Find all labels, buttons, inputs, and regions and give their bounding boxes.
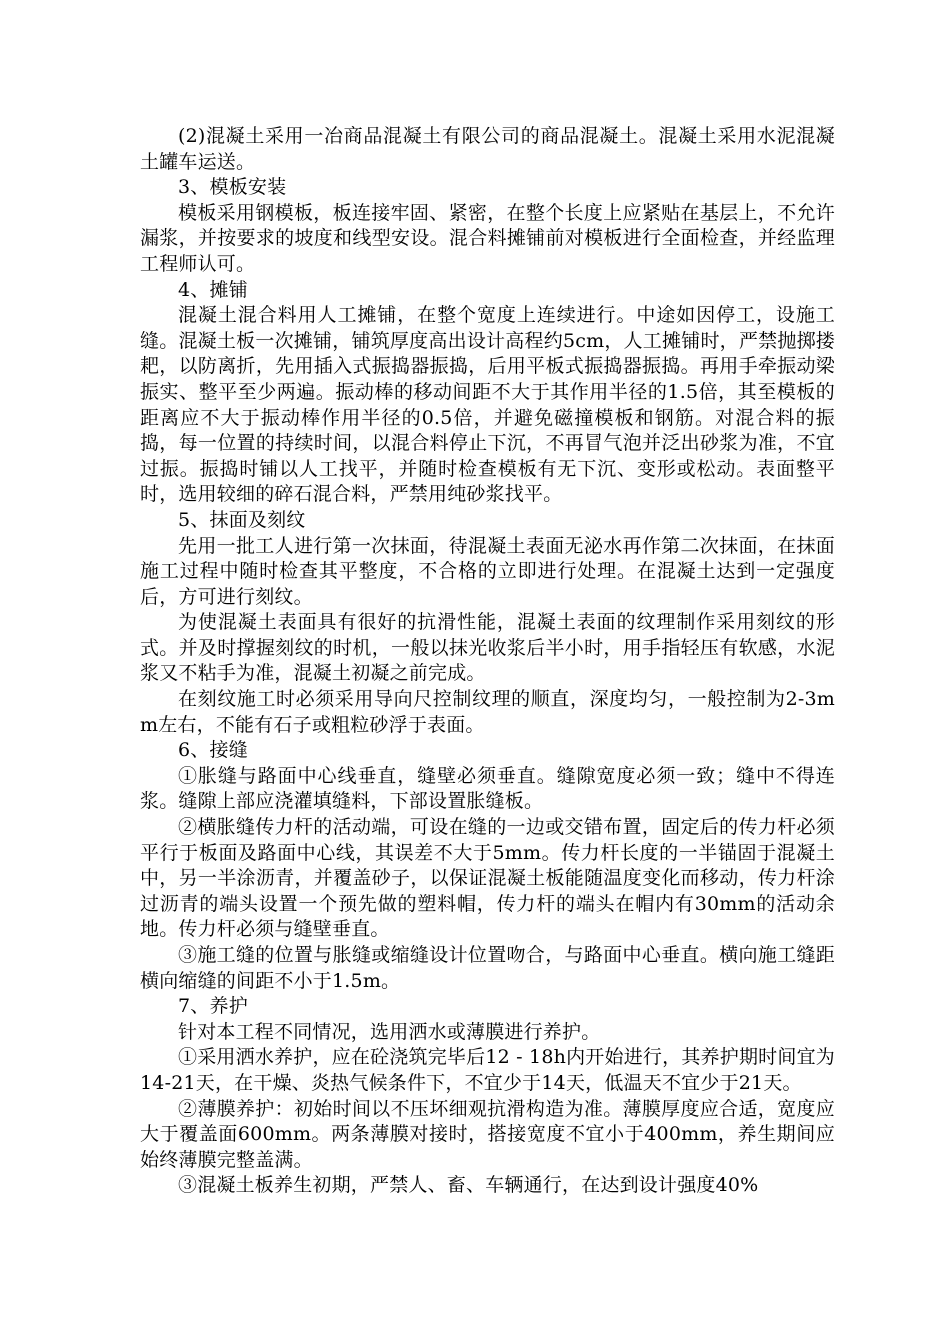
paragraph-dowel-bars: ②横胀缝传力杆的活动端，可设在缝的一边或交错布置，固定后的传力杆必须平行于板面及路面中心线，其误差不大于5mm。传力杆长度的一半锚固于混凝土中，另一半涂沥青，并覆盖砂子，以保证混凝土板能随温度变化而移动，传力杆涂过沥青的端头设置一个预先做的塑料帽，传力杆的端头在帽内有30mm的活动余地。传力杆必须与缝壁垂直。 bbox=[140, 816, 835, 941]
paragraph-curing-method: 针对本工程不同情况，选用洒水或薄膜进行养护。 bbox=[178, 1020, 601, 1043]
paragraph-grooving-depth: 在刻纹施工时必须采用导向尺控制纹理的顺直，深度均匀，一般控制为2-3mm左右，不能有石子或粗粒砂浮于表面。 bbox=[140, 688, 835, 736]
paragraph-grooving-texture: 为使混凝土表面具有很好的抗滑性能，混凝土表面的纹理制作采用刻纹的形式。并及时撑握刻纹的时机，一般以抹光收浆后半小时，用手指轻压有软感，水泥浆又不粘手为准，混凝土初凝之前完成。 bbox=[140, 611, 835, 685]
paragraph-expansion-joint: ①胀缝与路面中心线垂直，缝壁必须垂直。缝隙宽度必须一致；缝中不得连浆。缝隙上部应浇灌填缝料，下部设置胀缝板。 bbox=[140, 764, 835, 813]
heading-joints: 6、接缝 bbox=[178, 739, 248, 762]
paragraph-early-curing-restrictions: ③混凝土板养生初期，严禁人、畜、车辆通行，在达到设计强度40% bbox=[178, 1174, 759, 1197]
paragraph-water-curing: ①采用洒水养护，应在砼浇筑完毕后12 - 18h内开始进行，其养护期时间宜为14-21天，在干燥、炎热气候条件下，不宜少于14天，低温天不宜少于21天。 bbox=[140, 1046, 835, 1094]
heading-paving: 4、摊铺 bbox=[178, 278, 248, 301]
paragraph-paving: 混凝土混合料用人工摊铺，在整个宽度上连续进行。中途如因停工，设施工缝。混凝土板一次摊铺，铺筑厚度高出设计高程约5cm，人工摊铺时，严禁抛掷搂耙，以防离折，先用插入式振捣器振捣，后用平板式振捣器振捣。再用手牵振动梁振实、整平至少两遍。振动棒的移动间距不大于其作用半径的1.5倍，其至模板的距离应不大于振动棒作用半径的0.5倍，并避免磁撞模板和钢筋。对混合料的振捣，每一位置的持续时间，以混合料停止下沉，不再冒气泡并泛出砂浆为准，不宜过振。振捣时铺以人工找平，并随时检查模板有无下沉、变形或松动。表面整平时，选用较细的碎石混合料，严禁用纯砂浆找平。 bbox=[140, 304, 835, 506]
paragraph-ready-mix-supply: (2)混凝土采用一冶商品混凝土有限公司的商品混凝土。混凝土采用水泥混凝土罐车运送。 bbox=[140, 125, 835, 173]
paragraph-construction-joint: ③施工缝的位置与胀缝或缩缝设计位置吻合，与路面中心垂直。横向施工缝距横向缩缝的间距不小于1.5m。 bbox=[140, 944, 835, 992]
heading-formwork-installation: 3、模板安装 bbox=[178, 176, 287, 199]
paragraph-formwork: 模板采用钢模板，板连接牢固、紧密，在整个长度上应紧贴在基层上，不允许漏浆，并按要求的坡度和线型安设。混合料摊铺前对模板进行全面检查，并经监理工程师认可。 bbox=[140, 201, 835, 275]
paragraph-film-curing: ②薄膜养护：初始时间以不压坏细观抗滑构造为准。薄膜厚度应合适，宽度应大于覆盖面600mm。两条薄膜对接时，搭接宽度不宜小于400mm，养生期间应始终薄膜完整盖满。 bbox=[140, 1097, 835, 1171]
heading-curing: 7、养护 bbox=[178, 995, 248, 1018]
document-body bbox=[140, 124, 835, 1199]
heading-finishing-and-grooving: 5、抹面及刻纹 bbox=[178, 508, 306, 531]
paragraph-finishing: 先用一批工人进行第一次抹面，待混凝土表面无泌水再作第二次抹面，在抹面施工过程中随时检查其平整度，不合格的立即进行处理。在混凝土达到一定强度后，方可进行刻纹。 bbox=[140, 534, 835, 608]
